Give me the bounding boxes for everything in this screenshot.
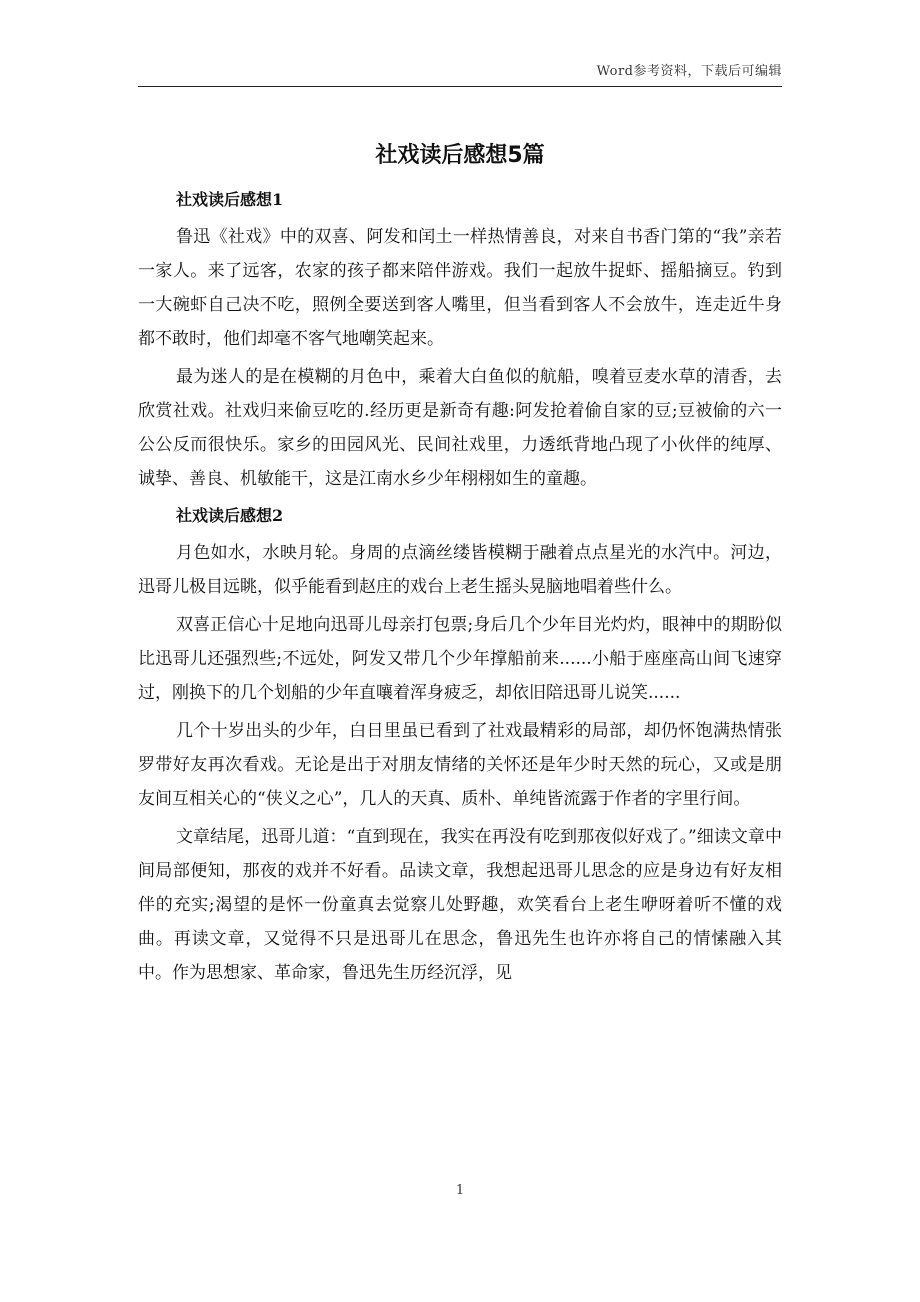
section-2 — [138, 500, 782, 990]
paragraph: 月色如水，水映月轮。身周的点滴丝缕皆模糊于融着点点星光的水汽中。河边，迅哥儿极目远眺，似乎能看到赵庄的戏台上老生摇头晃脑地唱着些什么。 — [138, 543, 782, 597]
page-header — [138, 62, 782, 87]
document-title: 社戏读后感想5篇 — [375, 143, 545, 168]
page-number: 1 — [455, 1183, 465, 1198]
header-note: Word参考资料，下载后可编辑 — [596, 64, 782, 79]
paragraph: 最为迷人的是在模糊的月色中，乘着大白鱼似的航船，嗅着豆麦水草的清香，去欣赏社戏。社戏归来偷豆吃的.经历更是新奇有趣:阿发抢着偷自家的豆;豆被偷的六一公公反而很快乐。家乡的田园风光、民间社戏里，力透纸背地凸现了小伙伴的纯厚、诚挚、善良、机敏能干，这是江南水乡少年栩栩如生的童趣。 — [138, 367, 782, 489]
paragraph: 文章结尾，迅哥儿道：“直到现在，我实在再没有吃到那夜似好戏了。”细读文章中间局部便知，那夜的戏并不好看。品读文章，我想起迅哥儿思念的应是身边有好友相伴的充实;渴望的是怀一份童真去觉察儿处野趣，欢笑看台上老生咿呀着听不懂的戏曲。再读文章，又觉得不只是迅哥儿在思念，鲁迅先生也许亦将自己的情愫融入其中。作为思想家、革命家，鲁迅先生历经沉浮，见 — [138, 827, 782, 983]
paragraph: 双喜正信心十足地向迅哥儿母亲打包票;身后几个少年目光灼灼，眼神中的期盼似比迅哥儿还强烈些;不远处，阿发又带几个少年撑船前来......小船于座座高山间飞速穿过，刚换下的几个划船的少年直嚷着浑身疲乏，却依旧陪迅哥儿说笑...... — [138, 615, 782, 703]
section-heading: 社戏读后感想2 — [176, 506, 284, 525]
paragraph: 几个十岁出头的少年，白日里虽已看到了社戏最精彩的局部，却仍怀饱满热情张罗带好友再次看戏。无论是出于对朋友情绪的关怀还是年少时天然的玩心，又或是朋友间互相关心的“侠义之心”，几人的天真、质朴、单纯皆流露于作者的字里行间。 — [138, 721, 782, 809]
document-body — [138, 184, 782, 994]
section-heading: 社戏读后感想1 — [176, 190, 284, 209]
section-1 — [138, 184, 782, 496]
paragraph: 鲁迅《社戏》中的双喜、阿发和闰土一样热情善良，对来自书香门第的“我”亲若一家人。来了远客，农家的孩子都来陪伴游戏。我们一起放牛捉虾、摇船摘豆。钓到一大碗虾自己决不吃，照例全要送到客人嘴里，但当看到客人不会放牛，连走近牛身都不敢时，他们却毫不客气地嘲笑起来。 — [138, 227, 782, 349]
